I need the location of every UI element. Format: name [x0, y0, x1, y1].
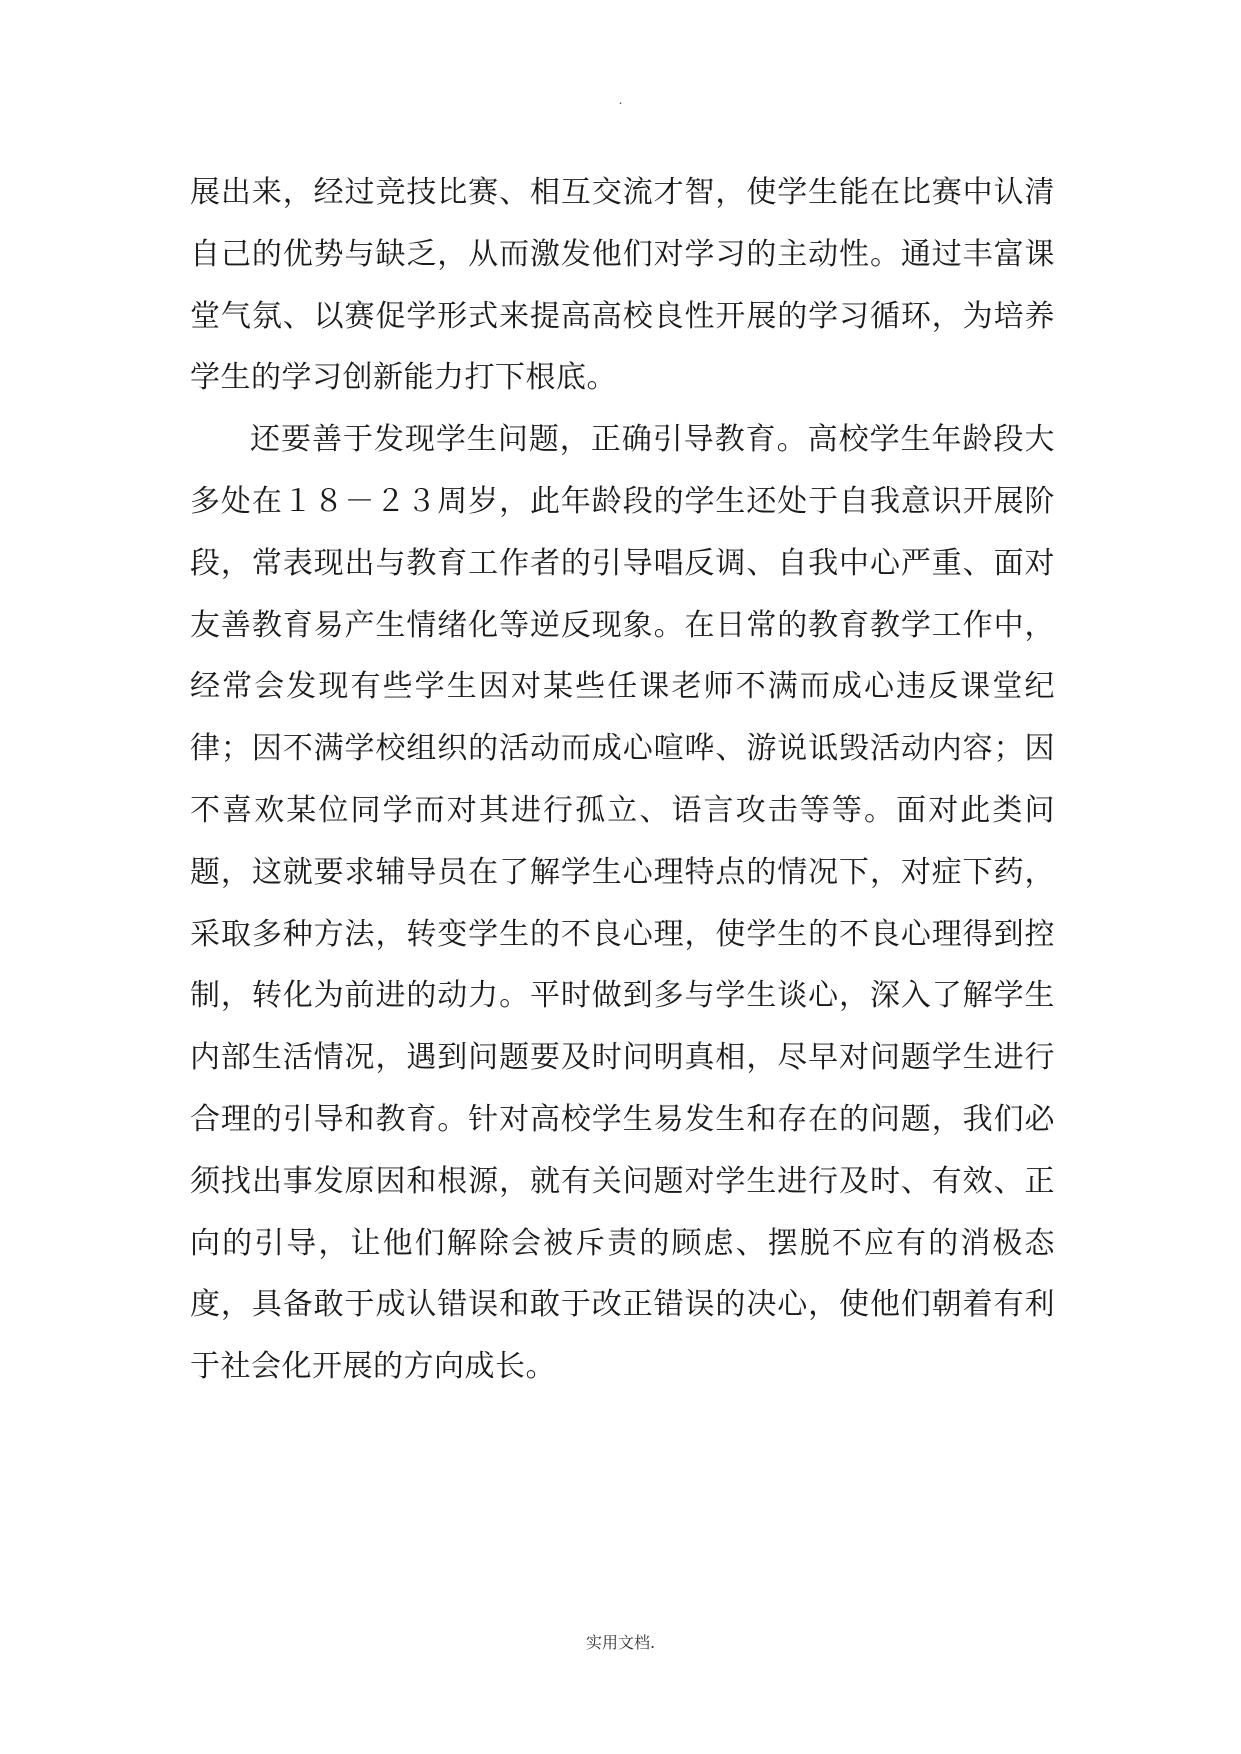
page-header-mark: .: [618, 93, 623, 107]
paragraph-student-problems: 还要善于发现学生问题，正确引导教育。高校学生年龄段大多处在１８－２３周岁，此年龄段的学生还处于自我意识开展阶段，常表现出与教育工作者的引导唱反调、自我中心严重、面对友善教育易产生情绪化等逆反现象。在日常的教育教学工作中，经常会发现有些学生因对某些任课老师不满而成心违反课堂纪律；因不满学校组织的活动而成心喧哗、游说诋毁活动内容；因不喜欢某位同学而对其进行孤立、语言攻击等等。面对此类问题，这就要求辅导员在了解学生心理特点的情况下，对症下药，采取多种方法，转变学生的不良心理，使学生的不良心理得到控制，转化为前进的动力。平时做到多与学生谈心，深入了解学生内部生活情况，遇到问题要及时问明真相，尽早对问题学生进行合理的引导和教育。针对高校学生易发生和存在的问题，我们必须找出事发原因和根源，就有关问题对学生进行及时、有效、正向的引导，让他们解除会被斥责的顾虑、摆脱不应有的消极态度，具备敢于成认错误和敢于改正错误的决心，使他们朝着有利于社会化开展的方向成长。: [190, 422, 1055, 1385]
paragraph-continuation: 展出来，经过竞技比赛、相互交流才智，使学生能在比赛中认清自己的优势与缺乏，从而激发他们对学习的主动性。通过丰富课堂气氛、以赛促学形式来提高高校良性开展的学习循环，为培养学生的学习创新能力打下根底。: [190, 175, 1055, 396]
document-body: [190, 162, 1055, 1398]
page-footer: 实用文档.: [585, 1633, 656, 1652]
